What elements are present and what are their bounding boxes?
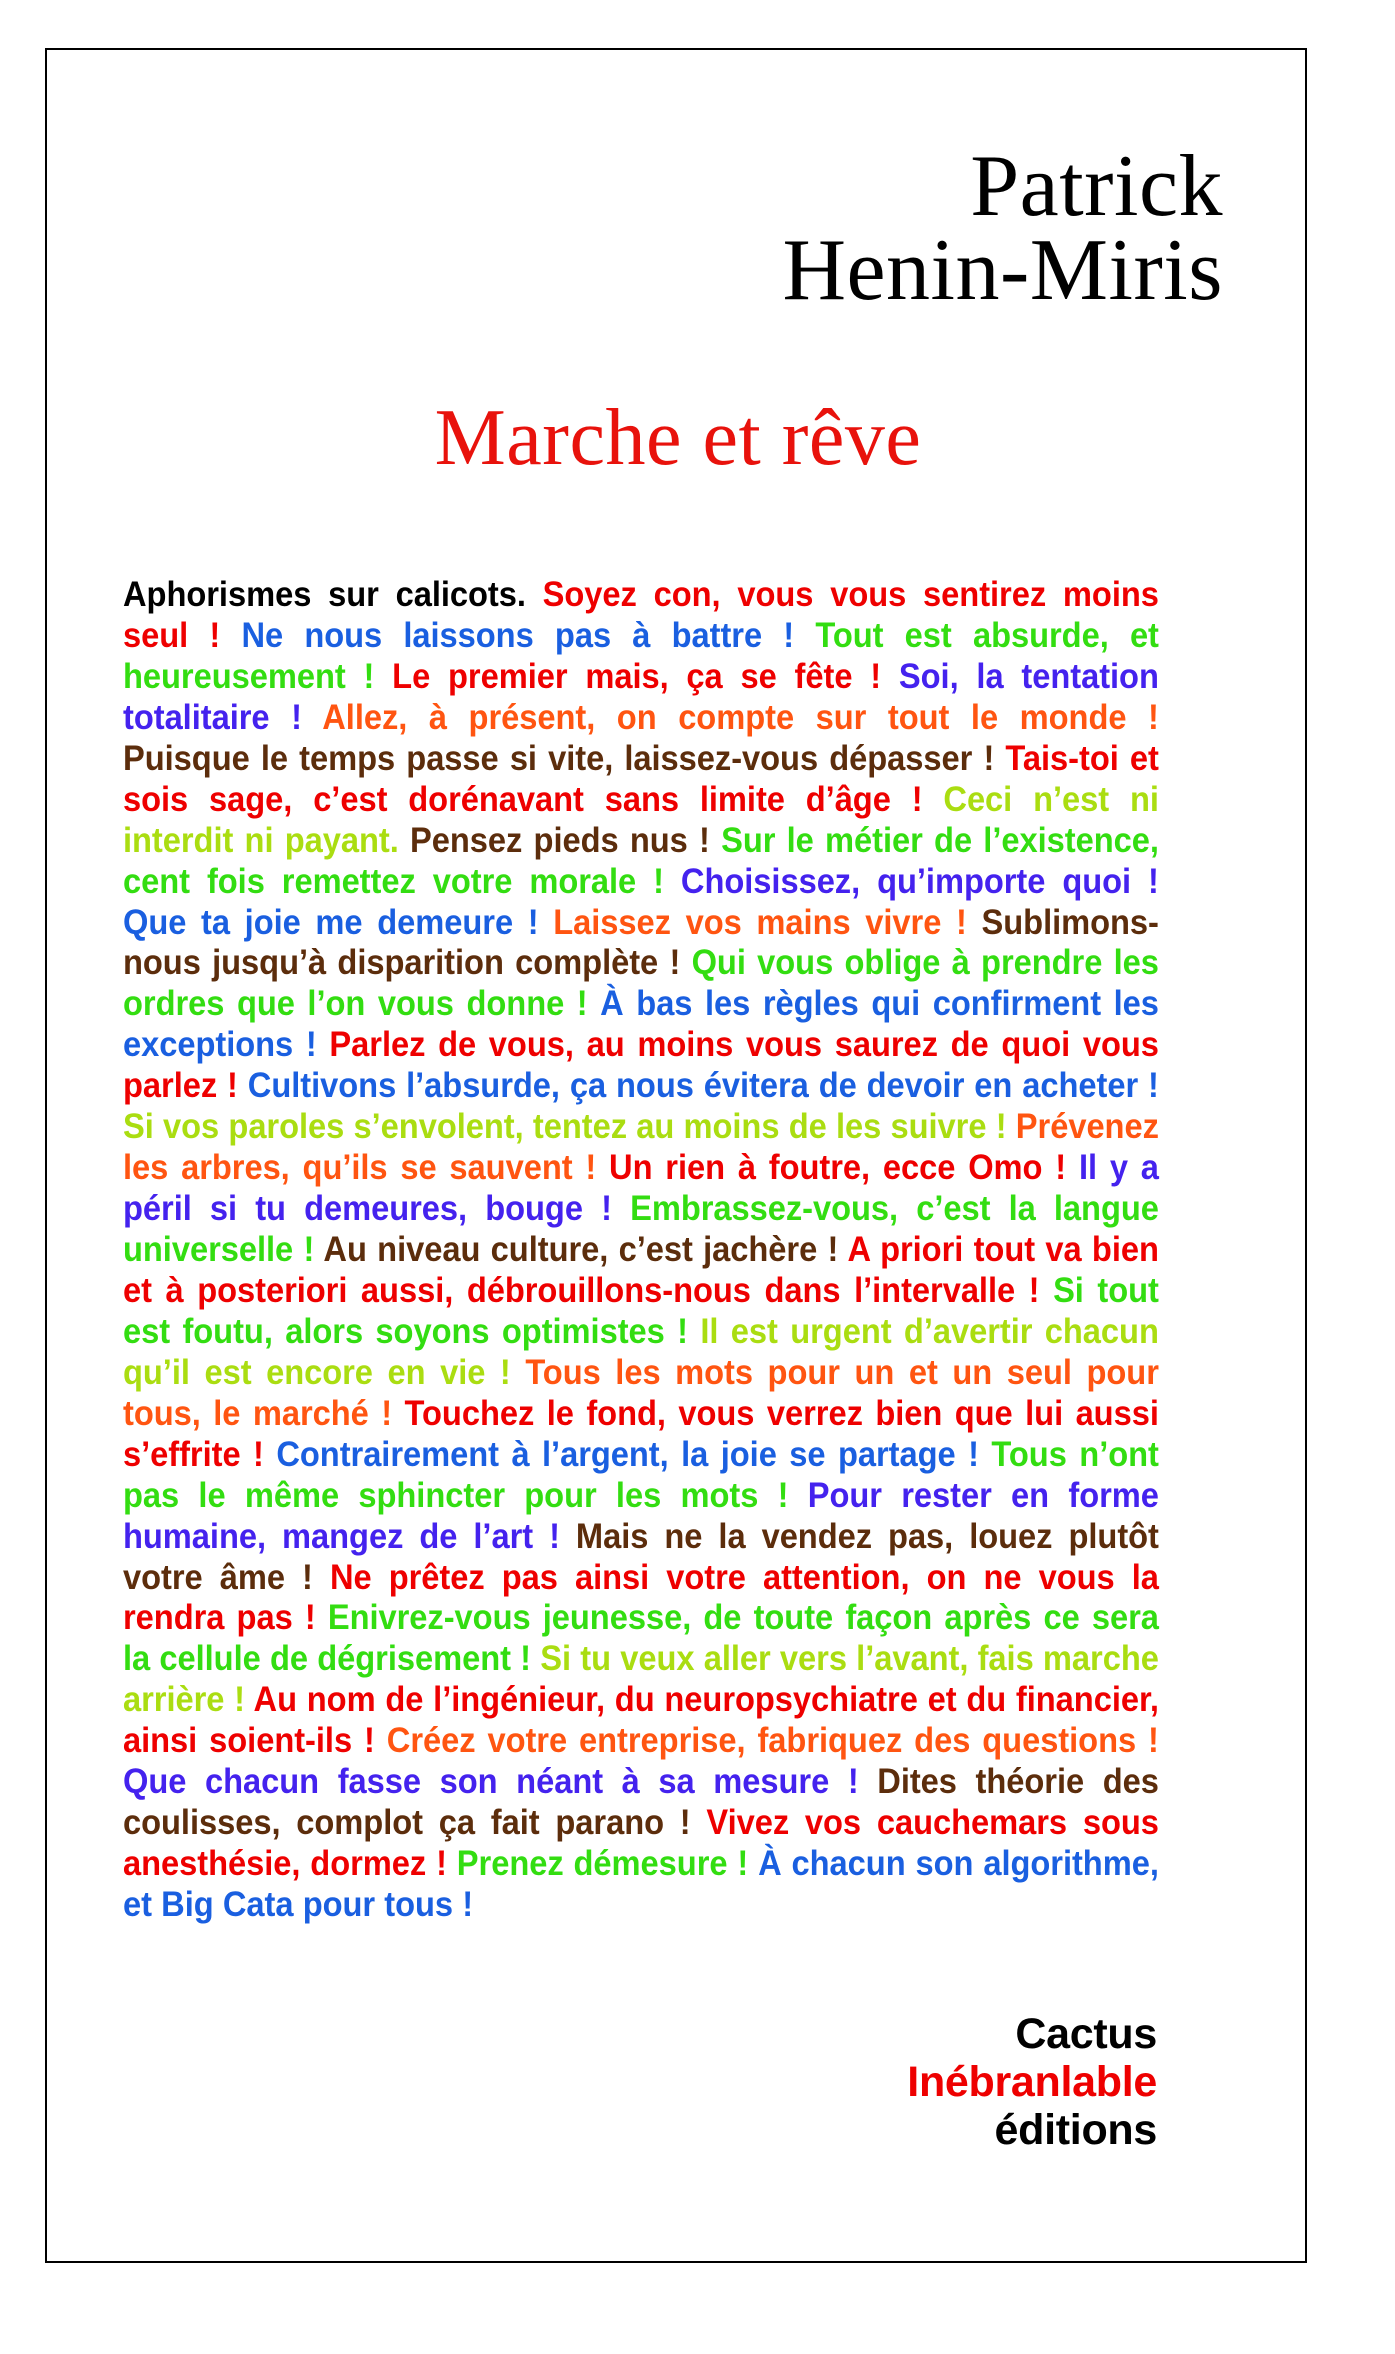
aphorism-segment: Tout est absurde, et heureusement ! bbox=[123, 616, 1159, 696]
aphorism-segment: À bas les règles qui confirment les exceptions ! bbox=[123, 985, 1159, 1065]
author-first-name: Patrick bbox=[970, 138, 1223, 235]
aphorism-segment: Cultivons l’absurde, ça nous évitera de devoir en acheter ! bbox=[247, 1067, 1159, 1106]
aphorism-segment: Si tu veux aller vers l’avant, fais marche arrière ! bbox=[123, 1640, 1159, 1720]
aphorism-segment: Prenez démesure ! bbox=[456, 1845, 759, 1884]
aphorisms-body-text bbox=[123, 575, 1159, 1926]
publisher-imprint bbox=[47, 2010, 1157, 2154]
aphorism-segment: Qui vous oblige à prendre les ordres que l’on vous donne ! bbox=[123, 944, 1159, 1024]
aphorism-segment: Ne nous laissons pas à battre ! bbox=[241, 616, 816, 655]
aphorism-segment: Parlez de vous, au moins vous saurez de quoi vous parlez ! bbox=[123, 1026, 1159, 1106]
aphorism-segment: Il est urgent d’avertir chacun qu’il est encore en vie ! bbox=[123, 1312, 1159, 1392]
aphorism-segment: À chacun son algorithme, et Big Cata pour tous ! bbox=[123, 1845, 1159, 1924]
aphorism-segment: Allez, à présent, on compte sur tout le monde ! bbox=[322, 698, 1159, 737]
publisher-line-editions: éditions bbox=[994, 2106, 1157, 2155]
aphorism-segment: Soyez con, vous vous sentirez moins seul ! bbox=[123, 576, 1159, 655]
aphorism-segment: Embrassez-vous, c’est la langue universelle ! bbox=[123, 1190, 1159, 1269]
aphorism-segment: Le premier mais, ça se fête ! bbox=[392, 657, 899, 696]
aphorism-segment: Vivez vos cauchemars sous anesthésie, dormez ! bbox=[123, 1804, 1159, 1884]
aphorism-segment: Sublimons-nous jusqu’à disparition complète ! bbox=[123, 903, 1159, 983]
aphorism-segment: Laissez vos mains vivre ! bbox=[553, 903, 982, 942]
aphorism-segment: Créez votre entreprise, fabriquez des questions ! bbox=[386, 1722, 1159, 1761]
aphorism-segment: Mais ne la vendez pas, louez plutôt votre âme ! bbox=[123, 1517, 1159, 1597]
aphorism-segment: Que ta joie me demeure ! bbox=[123, 903, 554, 942]
aphorism-segment: Il y a péril si tu demeures, bouge ! bbox=[123, 1149, 1159, 1229]
aphorism-segment: Puisque le temps passe si vite, laissez-vous dépasser ! bbox=[123, 739, 1006, 778]
book-title: Marche et rêve bbox=[434, 394, 922, 482]
publisher-line-cactus: Cactus bbox=[1015, 2010, 1157, 2058]
aphorism-segment: Ceci n’est ni interdit ni payant. bbox=[123, 780, 1159, 860]
author-last-name: Henin-Miris bbox=[782, 221, 1223, 319]
aphorism-segment: Ne prêtez pas ainsi votre attention, on ne vous la rendra pas ! bbox=[123, 1558, 1159, 1638]
aphorism-segment: Tous n’ont pas le même sphincter pour les mots ! bbox=[123, 1435, 1159, 1515]
aphorism-segment: Un rien à foutre, ecce Omo ! bbox=[609, 1149, 1079, 1188]
aphorism-segment: Sur le métier de l’existence, cent fois remettez votre morale ! bbox=[123, 821, 1159, 901]
aphorism-segment: A priori tout va bien et à posteriori aussi, débrouillons-nous dans l’intervalle ! bbox=[123, 1231, 1159, 1310]
aphorism-segment: Tais-toi et sois sage, c’est dorénavant sans limite d’âge ! bbox=[123, 739, 1159, 819]
aphorism-segment: Touchez le fond, vous verrez bien que lui aussi s’effrite ! bbox=[123, 1394, 1159, 1474]
aphorism-segment: Tous les mots pour un et un seul pour tous, le marché ! bbox=[123, 1353, 1159, 1433]
aphorism-segment: Aphorismes sur calicots. bbox=[123, 576, 543, 614]
aphorism-segment: Pensez pieds nus ! bbox=[410, 821, 722, 860]
aphorism-segment: Soi, la tentation totalitaire ! bbox=[123, 657, 1159, 737]
aphorism-segment: Au niveau culture, c’est jachère ! bbox=[323, 1231, 848, 1269]
aphorism-segment: Prévenez les arbres, qu’ils se sauvent ! bbox=[123, 1108, 1159, 1188]
aphorism-segment: Si tout est foutu, alors soyons optimistes ! bbox=[123, 1271, 1159, 1351]
aphorism-segment: Pour rester en forme humaine, mangez de l’art ! bbox=[123, 1476, 1159, 1556]
aphorism-segment: Enivrez-vous jeunesse, de toute façon après ce sera la cellule de dégrisement ! bbox=[123, 1599, 1159, 1679]
author-name bbox=[47, 138, 1225, 319]
aphorism-segment: Dites théorie des coulisses, complot ça fait parano ! bbox=[123, 1763, 1159, 1843]
publisher-line-inebranlable: Inébranlable bbox=[907, 2058, 1157, 2107]
aphorism-segment: Que chacun fasse son néant à sa mesure ! bbox=[123, 1763, 878, 1802]
aphorism-segment: Contrairement à l’argent, la joie se partage ! bbox=[276, 1435, 992, 1474]
cover-border-frame bbox=[45, 48, 1307, 2263]
aphorism-segment: Au nom de l’ingénieur, du neuropsychiatre et du financier, ainsi soient-ils ! bbox=[123, 1681, 1159, 1761]
aphorism-segment: Si vos paroles s’envolent, tentez au moins de les suivre ! bbox=[123, 1108, 1016, 1147]
aphorism-segment: Choisissez, qu’importe quoi ! bbox=[680, 862, 1159, 901]
